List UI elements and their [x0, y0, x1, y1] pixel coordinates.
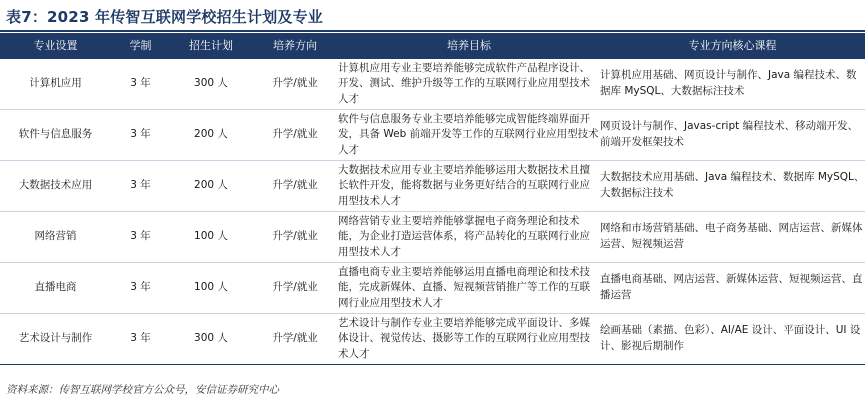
cell-major: 艺术设计与制作 — [0, 314, 111, 365]
cell-goal: 直播电商专业主要培养能够运用直播电商理论和技术技能，完成新媒体、直播、短视频营销推广等工作的互联网行业应用型技术人才 — [338, 263, 600, 314]
cell-courses: 网页设计与制作、Javas-cript 编程技术、移动端开发、前端开发框架技术 — [600, 110, 865, 161]
cell-major: 计算机应用 — [0, 59, 111, 110]
cell-major: 大数据技术应用 — [0, 161, 111, 212]
cell-goal: 网络营销专业主要培养能够掌握电子商务理论和技术能，为企业打造运营体系，将产品转化的互联网行业应用型技术人才 — [338, 212, 600, 263]
header-direction: 培养方向 — [252, 33, 338, 59]
table-title: 表7：2023 年传智互联网学校招生计划及专业 — [6, 8, 324, 26]
cell-goal: 计算机应用专业主要培养能够完成软件产品程序设计、开发、测试、维护升级等工作的互联网行业应用型技术人才 — [338, 59, 600, 110]
header-duration: 学制 — [111, 33, 170, 59]
cell-direction: 升学/就业 — [252, 161, 338, 212]
cell-duration: 3 年 — [111, 59, 170, 110]
header-plan: 招生计划 — [170, 33, 252, 59]
header-courses: 专业方向核心课程 — [600, 33, 865, 59]
cell-goal: 软件与信息服务专业主要培养能够完成智能终端界面开发，具备 Web 前端开发等工作的互联网行业应用型技术人才 — [338, 110, 600, 161]
cell-duration: 3 年 — [111, 110, 170, 161]
cell-plan: 200 人 — [170, 161, 252, 212]
cell-duration: 3 年 — [111, 161, 170, 212]
cell-courses: 计算机应用基础、网页设计与制作、Java 编程技术、数据库 MySQL、大数据标注技术 — [600, 59, 865, 110]
table-row — [0, 59, 865, 110]
cell-duration: 3 年 — [111, 263, 170, 314]
cell-direction: 升学/就业 — [252, 263, 338, 314]
cell-duration: 3 年 — [111, 212, 170, 263]
cell-courses: 网络和市场营销基础、电子商务基础、网店运营、新媒体运营、短视频运营 — [600, 212, 865, 263]
cell-major: 软件与信息服务 — [0, 110, 111, 161]
cell-major: 网络营销 — [0, 212, 111, 263]
cell-duration: 3 年 — [111, 314, 170, 365]
cell-plan: 100 人 — [170, 263, 252, 314]
cell-goal: 大数据技术应用专业主要培养能够运用大数据技术且擅长软件开发，能将数据与业务更好结合的互联网行业应用型技术人才 — [338, 161, 600, 212]
cell-plan: 300 人 — [170, 59, 252, 110]
table-row — [0, 212, 865, 263]
cell-direction: 升学/就业 — [252, 212, 338, 263]
cell-plan: 300 人 — [170, 314, 252, 365]
header-major: 专业设置 — [0, 33, 111, 59]
title-divider — [0, 30, 865, 32]
cell-direction: 升学/就业 — [252, 59, 338, 110]
cell-courses: 绘画基础（素描、色彩）、AI/AE 设计、平面设计、UI 设计、影视后期制作 — [600, 314, 865, 365]
table-header-row — [0, 33, 865, 59]
cell-direction: 升学/就业 — [252, 314, 338, 365]
cell-plan: 200 人 — [170, 110, 252, 161]
table-row — [0, 263, 865, 314]
table-row — [0, 314, 865, 365]
enrollment-table — [0, 33, 865, 365]
header-goal: 培养目标 — [338, 33, 600, 59]
cell-courses: 直播电商基础、网店运营、新媒体运营、短视频运营、直播运营 — [600, 263, 865, 314]
cell-goal: 艺术设计与制作专业主要培养能够完成平面设计、多媒体设计、视觉传达、摄影等工作的互联网行业应用型技术人才 — [338, 314, 600, 365]
cell-plan: 100 人 — [170, 212, 252, 263]
cell-major: 直播电商 — [0, 263, 111, 314]
cell-direction: 升学/就业 — [252, 110, 338, 161]
table-row — [0, 110, 865, 161]
cell-courses: 大数据技术应用基础、Java 编程技术、数据库 MySQL、大数据标注技术 — [600, 161, 865, 212]
table-row — [0, 161, 865, 212]
source-note: 资料来源：传智互联网学校官方公众号，安信证券研究中心 — [6, 384, 279, 396]
